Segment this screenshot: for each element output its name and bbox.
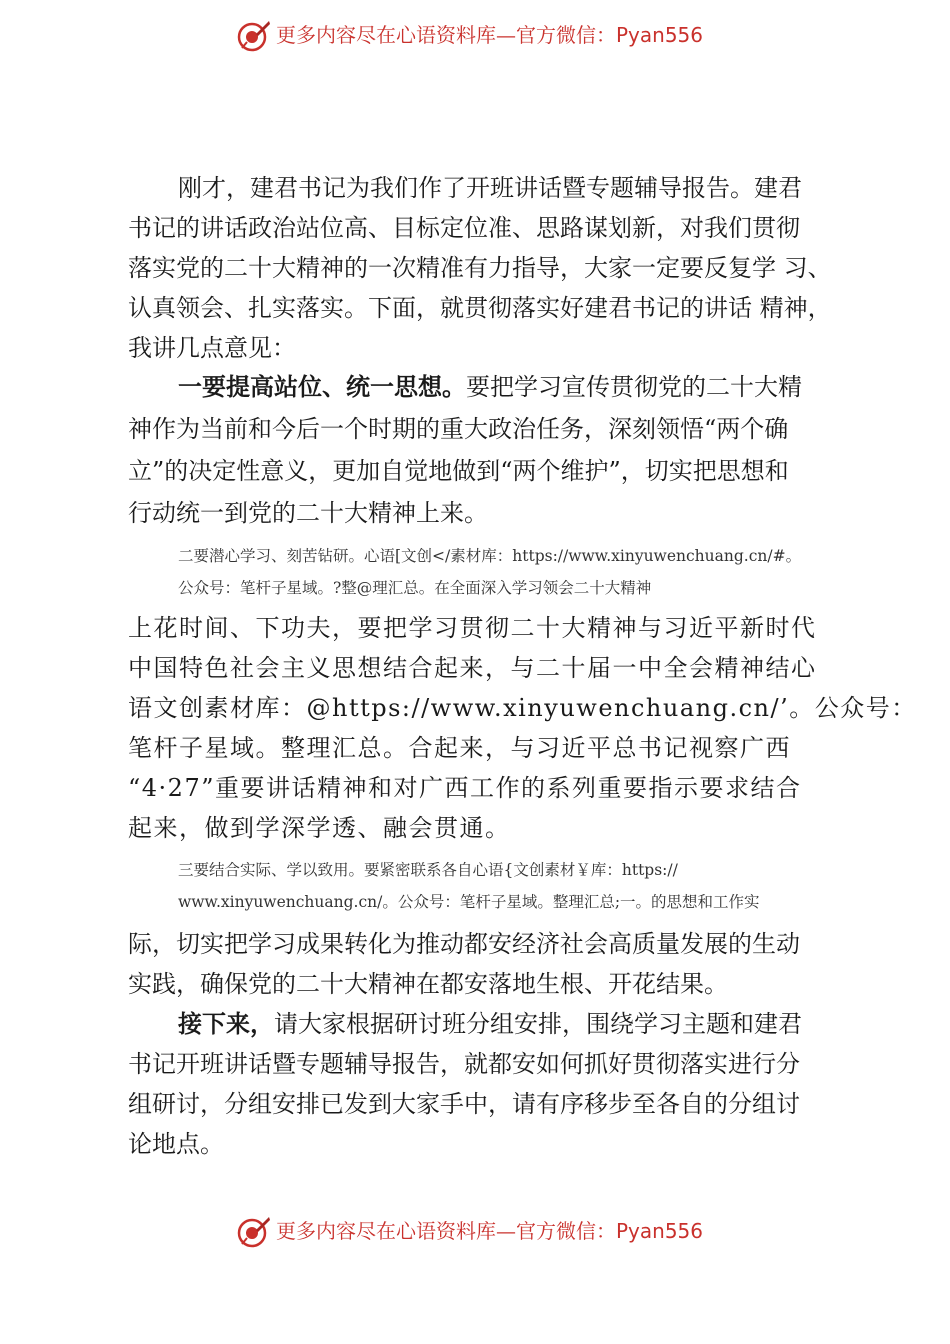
next-steps-heading: 接下来， — [178, 1010, 274, 1038]
text-line: 上花时间、下功夫，要把学习贯彻二十大精神与习近平新时代 — [128, 614, 817, 642]
paragraph-next-steps — [128, 1004, 840, 1164]
text-line: 刚才，建君书记为我们作了开班讲话暨专题辅导报告。建君 — [178, 174, 802, 202]
text-line: 组研讨，分组安排已发到大家手中，请有序移步至各自的分组讨 — [128, 1090, 800, 1118]
paragraph-opening — [128, 168, 840, 368]
text-line: 我讲几点意见： — [128, 334, 296, 362]
text-line: 接下来，请大家根据研讨班分组安排，围绕学习主题和建君 — [178, 1010, 802, 1038]
small-note-2 — [178, 854, 878, 918]
point-one-heading: 一要提高站位、统一思想。 — [178, 373, 466, 401]
paragraph-point-three — [128, 924, 840, 1004]
text-line: 书记的讲话政治站位高、目标定位准、思路谋划新，对我们贯彻 — [128, 214, 800, 242]
header-banner — [0, 16, 950, 56]
banner-contact: Pyan556 — [616, 23, 704, 47]
text-line: 语文创素材库：@https://www.xinyuwenchuang.cn/’。公众号： — [128, 694, 917, 722]
text-line: 实践，确保党的二十大精神在都安落地生根、开花结果。 — [128, 970, 728, 998]
text-line: “4·27”重要讲话精神和对广西工作的系列重要指示要求结合 — [128, 774, 802, 802]
paragraph-point-two — [128, 608, 917, 848]
pen-logo-icon — [236, 18, 272, 54]
text-line: 起来，做到学深学透、融会贯通。 — [128, 814, 511, 842]
text-line: 二要潜心学习、刻苦钻研。心语[文创</素材库：https://www.xinyuwenchuang.cn/#。 — [178, 547, 802, 565]
small-note-1 — [178, 540, 878, 604]
text-line: 三要结合实际、学以致用。要紧密联系各自心语{文创素材￥库：https:// — [178, 861, 678, 879]
text-line: www.xinyuwenchuang.cn/。公众号：笔杆子星域。整理汇总;一。的思想和工作实 — [178, 893, 760, 911]
paragraph-point-one — [128, 366, 840, 534]
text-line: 际，切实把学习成果转化为推动都安经济社会高质量发展的生动 — [128, 930, 800, 958]
text-line: 一要提高站位、统一思想。要把学习宣传贯彻党的二十大精 — [178, 373, 802, 401]
text-line: 认真领会、扎实落实。下面，就贯彻落实好建君书记的讲话 精神， — [128, 294, 832, 322]
text-line: 论地点。 — [128, 1130, 224, 1158]
text-line: 笔杆子星域。整理汇总。合起来，与习近平总书记视察广西 — [128, 734, 791, 762]
text-line: 书记开班讲话暨专题辅导报告，就都安如何抓好贯彻落实进行分 — [128, 1050, 800, 1078]
text-line: 行动统一到党的二十大精神上来。 — [128, 499, 488, 527]
banner-contact: Pyan556 — [616, 1219, 704, 1243]
text-line: 中国特色社会主义思想结合起来，与二十届一中全会精神结心 — [128, 654, 817, 682]
footer-banner — [0, 1212, 950, 1252]
banner-text: 更多内容尽在心语资料库—官方微信：Pyan556 — [276, 23, 704, 47]
text-line: 神作为当前和今后一个时期的重大政治任务，深刻领悟“两个确 — [128, 415, 789, 443]
text-line: 落实党的二十大精神的一次精准有力指导，大家一定要反复学 习、 — [128, 254, 832, 282]
pen-logo-icon — [236, 1214, 272, 1250]
banner-text: 更多内容尽在心语资料库—官方微信：Pyan556 — [276, 1219, 704, 1243]
text-line: 立”的决定性意义，更加自觉地做到“两个维护”，切实把思想和 — [128, 457, 789, 485]
text-line: 公众号：笔杆子星域。?整@理汇总。在全面深入学习领会二十大精神 — [178, 579, 652, 597]
